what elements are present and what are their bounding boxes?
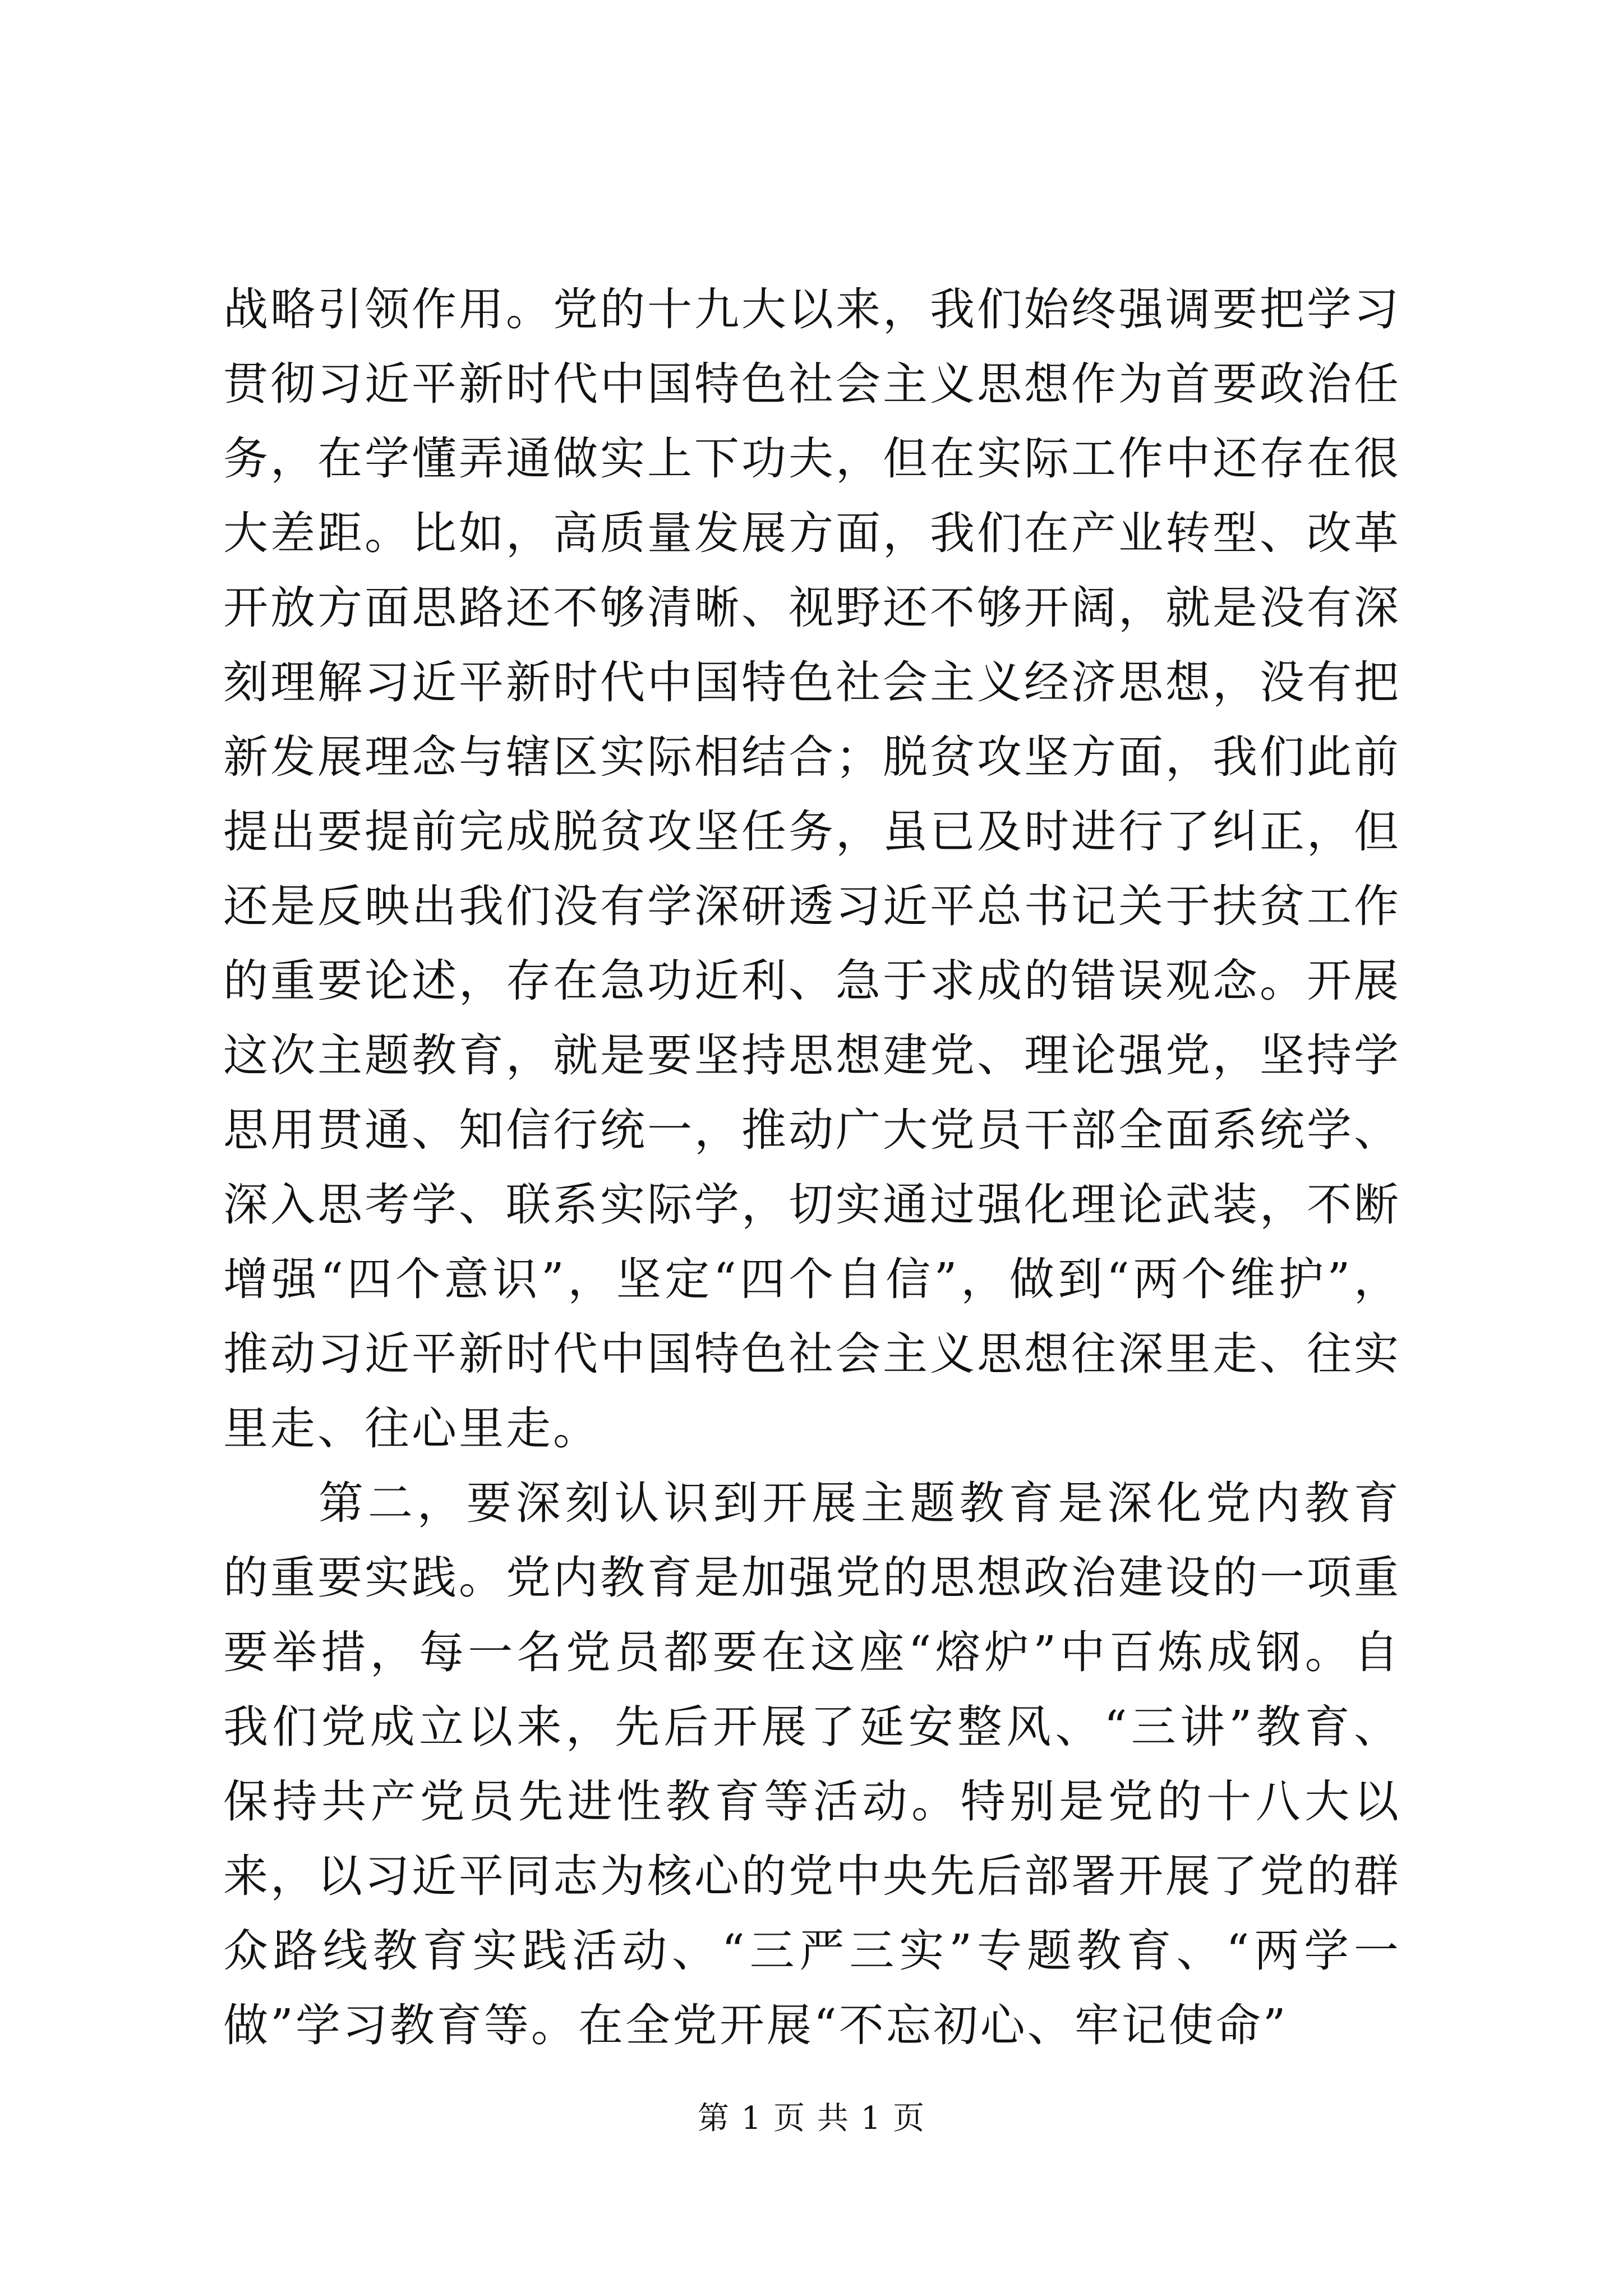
page-footer: 第 1 页 共 1 页	[697, 2100, 926, 2137]
document-body	[223, 272, 1401, 2063]
paragraph-1: 战略引领作用。党的十九大以来，我们始终强调要把学习贯彻习近平新时代中国特色社会主义思想作为首要政治任务，在学懂弄通做实上下功夫，但在实际工作中还存在很大差距。比如，高质量发展方面，我们在产业转型、改革开放方面思路还不够清晰、视野还不够开阔，就是没有深刻理解习近平新时代中国特色社会主义经济思想，没有把新发展理念与辖区实际相结合；脱贫攻坚方面，我们此前提出要提前完成脱贫攻坚任务，虽已及时进行了纠正，但还是反映出我们没有学深研透习近平总书记关于扶贫工作的重要论述，存在急功近利、急于求成的错误观念。开展这次主题教育，就是要坚持思想建党、理论强党，坚持学思用贯通、知信行统一，推动广大党员干部全面系统学、深入思考学、联系实际学，切实通过强化理论武装，不断增强“四个意识”，坚定“四个自信”，做到“两个维护”，推动习近平新时代中国特色社会主义思想往深里走、往实里走、往心里走。	[223, 283, 1401, 1455]
paragraph-2: 第二，要深刻认识到开展主题教育是深化党内教育的重要实践。党内教育是加强党的思想政治建设的一项重要举措，每一名党员都要在这座“熔炉”中百炼成钢。自我们党成立以来，先后开展了延安整风、“三讲”教育、保持共产党员先进性教育等活动。特别是党的十八大以来，以习近平同志为核心的党中央先后部署开展了党的群众路线教育实践活动、“三严三实”专题教育、“两学一做”学习教育等。在全党开展“不忘初心、牢记使命”	[223, 1477, 1401, 2051]
